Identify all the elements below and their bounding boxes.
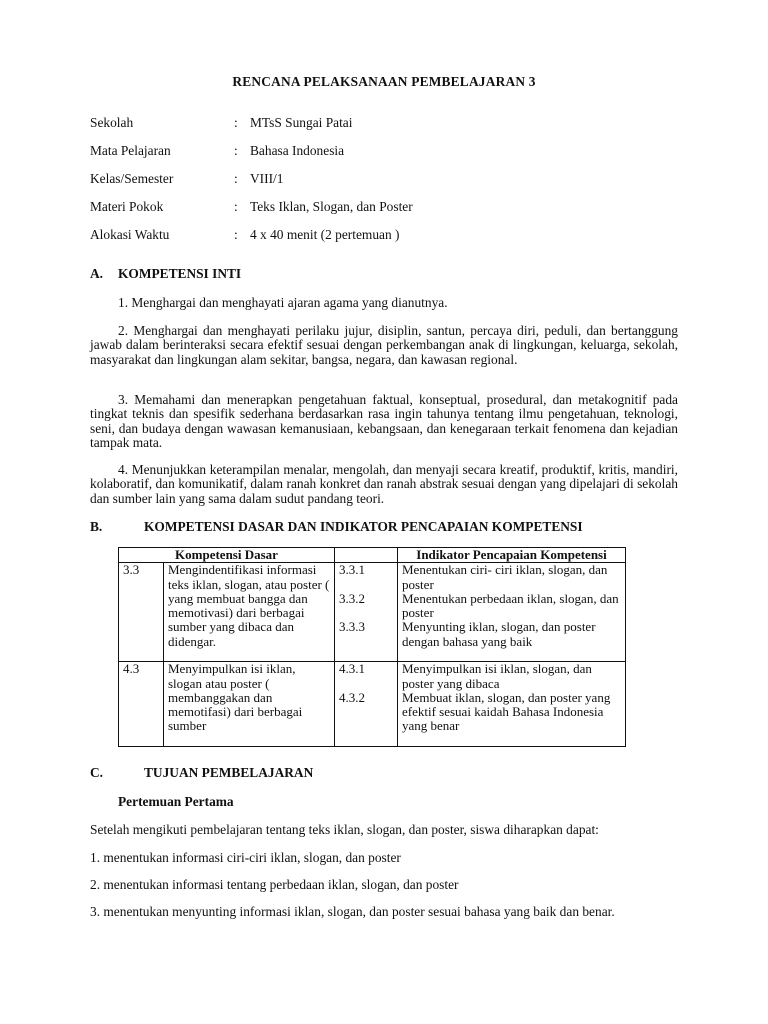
meeting-subheading: Pertemuan Pertama: [118, 794, 234, 809]
ipk-texts: [398, 662, 626, 747]
kd-text: Mengindentifikasi informasi teks iklan, slogan, atau poster ( yang membuat bangga dan memotivasi) dari berbagai sumber yang dibaca dan didengar.: [164, 563, 335, 662]
kd-ipk-table: [118, 547, 626, 747]
ipk-text: Menentukan ciri- ciri iklan, slogan, dan poster: [402, 562, 608, 592]
ipk-text: Menentukan perbedaan iklan, slogan, dan poster: [402, 590, 619, 621]
section-letter: B.: [90, 519, 103, 534]
identity-colon: :: [234, 115, 238, 130]
header-kompetensi-dasar: Kompetensi Dasar: [119, 548, 335, 563]
document-title: RENCANA PELAKSANAAN PEMBELAJARAN 3: [232, 74, 536, 89]
ipk-text: Menyunting iklan, slogan, dan poster dengan bahasa yang baik: [402, 619, 596, 649]
ipk-codes: [335, 662, 398, 747]
header-empty-cell: [335, 548, 398, 563]
ipk-texts: [398, 563, 626, 662]
identity-label: Mata Pelajaran: [90, 143, 171, 158]
table-row: [119, 563, 626, 662]
identity-label: Alokasi Waktu: [90, 227, 170, 242]
section-b-heading: [90, 519, 583, 535]
identity-label: Sekolah: [90, 115, 134, 130]
goal-item-3: 3. menentukan menyunting informasi iklan, slogan, dan poster sesuai bahasa yang baik dan benar.: [90, 904, 615, 919]
identity-value: Bahasa Indonesia: [250, 143, 345, 158]
identity-value: Teks Iklan, Slogan, dan Poster: [250, 199, 413, 214]
ipk-code: 4.3.2: [339, 689, 365, 705]
section-c-heading: [90, 765, 313, 781]
identity-value: MTsS Sungai Patai: [250, 115, 353, 130]
identity-colon: :: [234, 199, 238, 214]
section-a-heading: [90, 266, 241, 282]
identity-label: Kelas/Semester: [90, 171, 174, 186]
ipk-codes: [335, 563, 398, 662]
identity-value: 4 x 40 menit (2 pertemuan ): [250, 227, 400, 242]
ki-item-4: 4. Menunjukkan keterampilan menalar, mengolah, dan menyaji secara kreatif, produktif, kritis, mandiri, kolaboratif, dan komunikatif, dalam ranah konkret dan ranah abstrak sesuai dengan yang dipelajari di sekolah dan sumber lain yang sama dalam sudut pandang teori.: [90, 462, 678, 506]
ipk-text: Membuat iklan, slogan, dan poster yang efektif sesuai kaidah Bahasa Indonesia yang benar: [402, 689, 611, 734]
section-title: TUJUAN PEMBELAJARAN: [144, 765, 314, 780]
kd-text: Menyimpulkan isi iklan, slogan atau poster ( membanggakan dan memotifasi) dari berbagai sumber: [164, 662, 335, 747]
table-row: [119, 662, 626, 747]
section-title: KOMPETENSI INTI: [118, 266, 242, 281]
section-title: KOMPETENSI DASAR DAN INDIKATOR PENCAPAIAN KOMPETENSI: [144, 519, 583, 534]
header-indikator: Indikator Pencapaian Kompetensi: [398, 548, 626, 563]
ki-item-1: 1. Menghargai dan menghayati ajaran agama yang dianutnya.: [118, 295, 448, 310]
identity-colon: :: [234, 171, 238, 186]
identity-value: VIII/1: [250, 171, 284, 186]
kd-code: 4.3: [119, 662, 164, 747]
section-letter: C.: [90, 765, 104, 780]
identity-colon: :: [234, 227, 238, 242]
ipk-text: Menyimpulkan isi iklan, slogan, dan poster yang dibaca: [402, 661, 592, 691]
identity-colon: :: [234, 143, 238, 158]
ipk-code: 4.3.1: [339, 661, 365, 677]
kd-code: 3.3: [119, 563, 164, 662]
ipk-code: 3.3.2: [339, 590, 365, 606]
ipk-code: 3.3.3: [339, 618, 365, 634]
table-header-row: [119, 548, 626, 563]
goal-item-2: 2. menentukan informasi tentang perbedaan iklan, slogan, dan poster: [90, 877, 459, 892]
section-letter: A.: [90, 266, 104, 281]
goals-intro: Setelah mengikuti pembelajaran tentang teks iklan, slogan, dan poster, siswa diharapkan dapat:: [90, 822, 599, 837]
identity-label: Materi Pokok: [90, 199, 164, 214]
ki-item-2: 2. Menghargai dan menghayati perilaku jujur, disiplin, santun, percaya diri, peduli, dan bertanggung jawab dalam berinteraksi secara efektif sesuai dengan perkembangan anak di lingkungan, keluarga, sekolah, masyarakat dan lingkungan alam sekitar, bangsa, negara, dan kawasan regional.: [90, 323, 678, 367]
ki-item-3: 3. Memahami dan menerapkan pengetahuan faktual, konseptual, prosedural, dan metakognitif pada tingkat teknis dan spesifik sederhana berdasarkan rasa ingin tahunya tentang ilmu pengetahuan, teknologi, seni, dan budaya dengan wawasan kemanusiaan, kebangsaan, dan kenegaraan terkait fenomena dan kejadian tampak mata.: [90, 392, 678, 450]
goal-item-1: 1. menentukan informasi ciri-ciri iklan, slogan, dan poster: [90, 850, 401, 865]
ipk-code: 3.3.1: [339, 562, 365, 578]
